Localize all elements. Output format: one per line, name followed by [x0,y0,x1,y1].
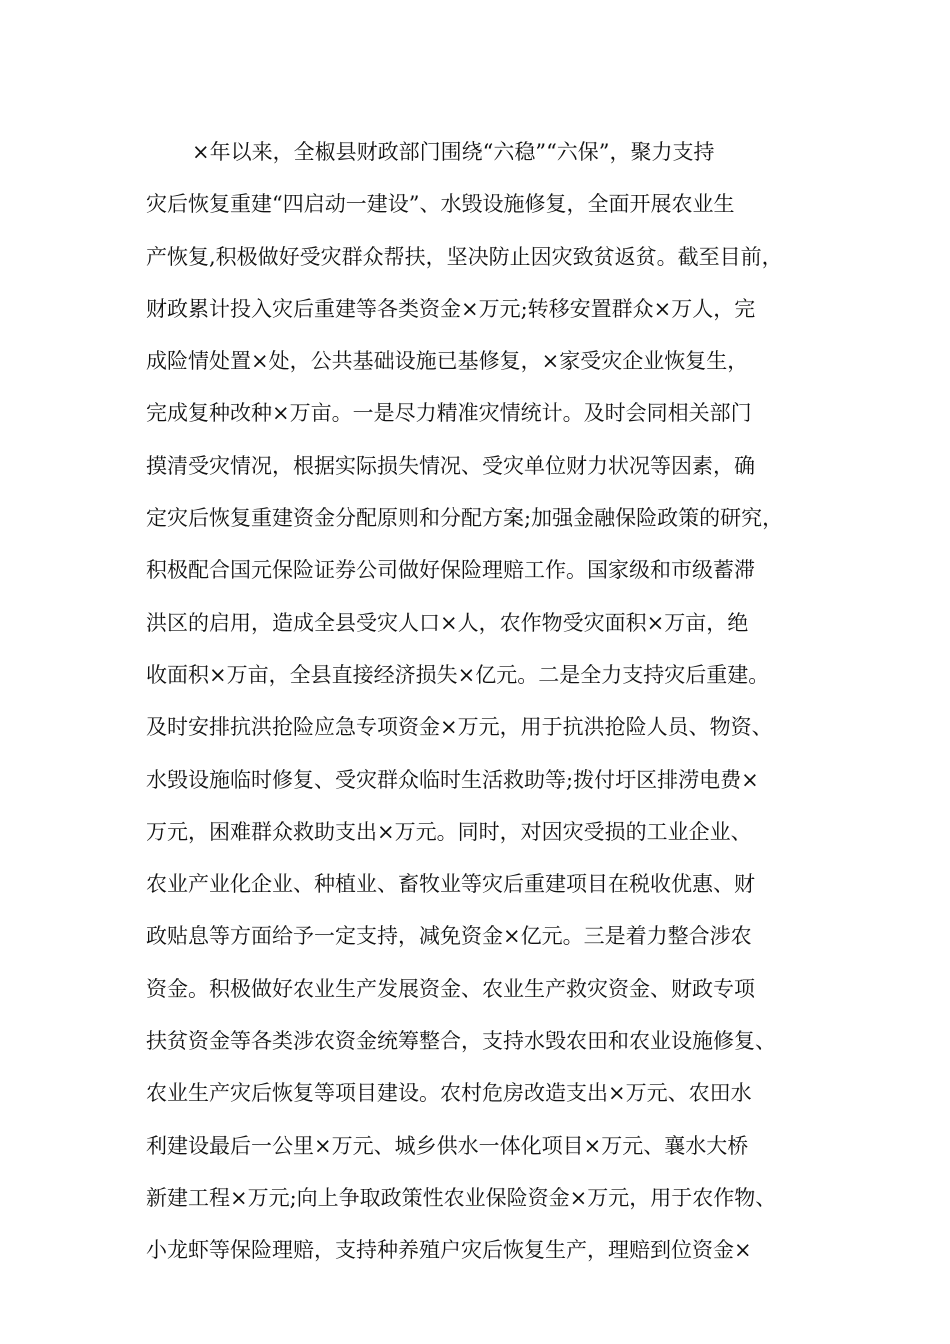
text-line: 完成复种改种×万亩。一是尽力精准灾情统计。及时会同相关部门 [146,401,752,426]
text-line: 扶贫资金等各类涉农资金统筹整合，支持水毁农田和农业设施修复、 [146,1029,776,1054]
text-line: 积极配合国元保险证券公司做好保险理赔工作。国家级和市级蓄滞 [146,558,755,583]
text-line: 产恢复,积极做好受灾群众帮扶，坚决防止因灾致贫返贫。截至目前， [146,244,783,269]
text-line: 资金。积极做好农业生产发展资金、农业生产救灾资金、财政专项 [146,976,755,1001]
text-line: 财政累计投入灾后重建等各类资金×万元;转移安置群众×万人，完 [146,296,756,321]
text-line: 新建工程×万元;向上争取政策性农业保险资金×万元，用于农作物、 [146,1185,777,1210]
text-line: 万元，困难群众救助支出×万元。同时，对因灾受损的工业企业、 [146,819,752,844]
text-line: 小龙虾等保险理赔，支持种养殖户灾后恢复生产，理赔到位资金× [146,1238,752,1263]
text-line: 及时安排抗洪抢险应急专项资金×万元，用于抗洪抢险人员、物资、 [146,715,773,740]
text-line: 摸清受灾情况，根据实际损失情况、受灾单位财力状况等因素，确 [146,453,755,478]
body-paragraph [146,132,826,1283]
text-line: 农业生产灾后恢复等项目建设。农村危房改造支出×万元、农田水 [146,1081,752,1106]
text-line: 政贴息等方面给予一定支持，减免资金×亿元。三是着力整合涉农 [146,924,752,949]
text-line: 定灾后恢复重建资金分配原则和分配方案;加强金融保险政策的研究， [146,506,784,531]
text-line: 灾后恢复重建“四启动一建设”、水毁设施修复，全面开展农业生 [146,192,735,217]
text-line: 水毁设施临时修复、受灾群众临时生活救助等;拨付圩区排涝电费× [146,767,759,792]
text-line: 洪区的启用，造成全县受灾人口×人，农作物受灾面积×万亩，绝 [146,610,749,635]
text-line: ×年以来，全椒县财政部门围绕“六稳”“六保”，聚力支持 [192,140,715,164]
text-line: 收面积×万亩，全县直接经济损失×亿元。二是全力支持灾后重建。 [146,662,770,687]
text-line: 农业产业化企业、种植业、畜牧业等灾后重建项目在税收优惠、财 [146,872,755,897]
text-line: 成险情处置×处，公共基础设施已基修复，×家受灾企业恢复生， [146,349,749,374]
text-line: 利建设最后一公里×万元、城乡供水一体化项目×万元、襄水大桥 [146,1133,749,1158]
